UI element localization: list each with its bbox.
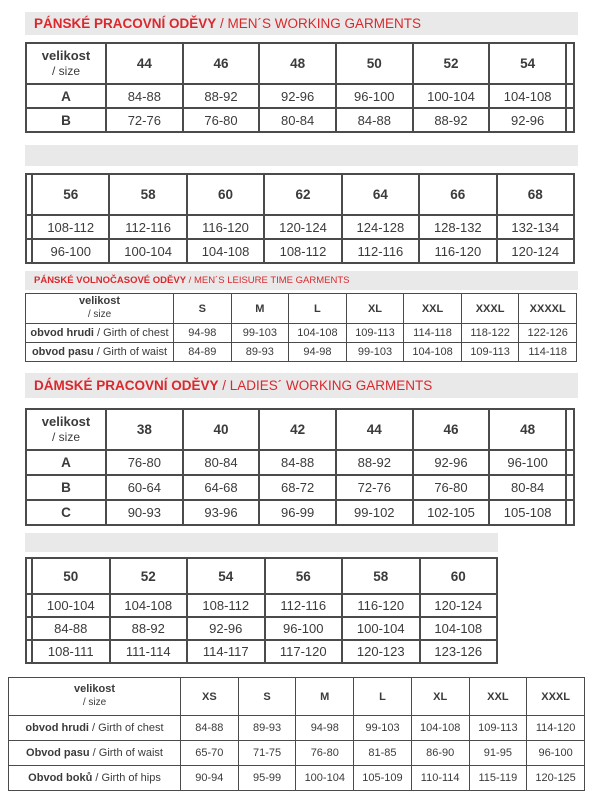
value-cell: 96-100 [527,741,585,766]
size-column-header: XS [181,678,239,716]
size-table [25,557,498,664]
value-cell: 68-72 [259,475,336,500]
value-cell: 76-80 [413,475,490,500]
size-column-header: 56 [265,558,343,594]
table-row [26,617,497,640]
size-table [25,408,575,526]
size-column-header: L [354,678,412,716]
size-column-header: XXXL [461,294,519,324]
size-header-row [9,678,585,716]
size-column-header: XL [346,294,404,324]
row-label: C [26,500,106,525]
size-column-header: XXL [469,678,527,716]
table-row [26,84,574,108]
value-cell: 104-108 [110,594,188,617]
row-label [26,324,174,343]
heading-mens-leisure [25,271,578,290]
size-column-header: 48 [489,409,566,450]
value-cell: 104-108 [289,324,347,343]
value-cell: 99-103 [346,343,404,362]
value-cell: 99-102 [336,500,413,525]
row-label [9,741,181,766]
value-cell: 104-108 [404,343,462,362]
corner-label-czech: velikost [79,295,120,308]
value-cell: 92-96 [187,617,265,640]
size-column-header: 46 [183,43,260,84]
clipped-column-sliver [566,475,574,500]
row-label: B [26,108,106,132]
row-label-czech: Obvod pasu [26,747,93,759]
table-row [26,500,574,525]
corner-label-czech: velikost [41,413,91,429]
value-cell: 108-112 [32,215,109,239]
value-cell: 111-114 [110,640,188,663]
value-cell: 112-116 [265,594,343,617]
value-cell: 92-96 [489,108,566,132]
value-cell: 84-88 [336,108,413,132]
value-cell: 114-118 [519,343,577,362]
value-cell: 100-104 [342,617,420,640]
size-column-header: L [289,294,347,324]
value-cell: 108-111 [32,640,110,663]
value-cell: 100-104 [32,594,110,617]
value-cell: 120-123 [342,640,420,663]
value-cell: 88-92 [336,450,413,475]
size-corner-header [9,678,181,716]
row-label-czech: obvod hrudi [30,327,98,339]
size-column-header: M [231,294,289,324]
size-column-header: 42 [259,409,336,450]
table-row [26,324,577,343]
row-label-english: / Girth of chest [92,722,164,734]
row-label-english: / Girth of waist [96,346,168,358]
size-column-header: 52 [413,43,490,84]
size-column-header: 66 [419,174,496,215]
size-corner-header [26,43,106,84]
size-header-row [26,174,574,215]
value-cell: 96-100 [336,84,413,108]
size-column-header: 64 [342,174,419,215]
row-label-english: / Girth of chest [97,327,169,339]
size-column-header: XXXXL [519,294,577,324]
size-column-header: 62 [264,174,341,215]
table-row [9,741,585,766]
value-cell: 109-113 [469,716,527,741]
value-cell: 94-98 [296,716,354,741]
size-column-header: 58 [342,558,420,594]
table-row [9,766,585,791]
value-cell: 94-98 [174,324,232,343]
table-mens-working-sizes-44-54 [25,42,575,133]
value-cell: 72-76 [106,108,183,132]
row-label-czech: Obvod boků [28,772,96,784]
value-cell: 90-94 [181,766,239,791]
size-column-header: 54 [187,558,265,594]
row-label-czech: obvod pasu [31,346,97,358]
heading-mens-working-english: / MEN´S WORKING GARMENTS [216,16,422,31]
value-cell: 110-114 [411,766,469,791]
value-cell: 115-119 [469,766,527,791]
value-cell: 120-124 [497,239,574,263]
value-cell: 132-134 [497,215,574,239]
value-cell: 117-120 [265,640,343,663]
value-cell: 88-92 [413,108,490,132]
table-row [26,343,577,362]
size-column-header: XXL [404,294,462,324]
value-cell: 108-112 [264,239,341,263]
table-ladies-working-sizes-50-60 [25,557,498,664]
size-column-header: 48 [259,43,336,84]
table-ladies-working-sizes-38-48 [25,408,575,526]
value-cell: 92-96 [259,84,336,108]
table-row [26,475,574,500]
value-cell: 80-84 [489,475,566,500]
table-mens-working-sizes-56-68 [25,173,575,264]
table-row [26,215,574,239]
value-cell: 112-116 [342,239,419,263]
size-column-header: XXXL [527,678,585,716]
value-cell: 93-96 [183,500,260,525]
table-row [26,640,497,663]
value-cell: 120-125 [527,766,585,791]
value-cell: 96-100 [32,239,109,263]
value-cell: 80-84 [259,108,336,132]
value-cell: 86-90 [411,741,469,766]
size-header-row [26,294,577,324]
value-cell: 128-132 [419,215,496,239]
value-cell: 108-112 [187,594,265,617]
value-cell: 81-85 [354,741,412,766]
clipped-column-sliver [566,500,574,525]
table-mens-leisure-sizes [25,293,577,362]
value-cell: 122-126 [519,324,577,343]
table-row [26,239,574,263]
value-cell: 109-113 [346,324,404,343]
size-table [25,42,575,133]
corner-label-english: / size [51,430,80,445]
table-ladies-measurements-xs-xxxl [8,677,585,791]
value-cell: 76-80 [296,741,354,766]
size-column-header: 50 [336,43,413,84]
row-label-english: / Girth of waist [92,747,163,759]
value-cell: 84-88 [181,716,239,741]
value-cell: 114-117 [187,640,265,663]
size-table [8,677,585,791]
value-cell: 109-113 [461,343,519,362]
size-header-row [26,43,574,84]
value-cell: 76-80 [106,450,183,475]
value-cell: 72-76 [336,475,413,500]
value-cell: 89-93 [238,716,296,741]
value-cell: 120-124 [420,594,498,617]
value-cell: 94-98 [289,343,347,362]
value-cell: 84-88 [106,84,183,108]
corner-label-czech: velikost [41,47,91,63]
row-label: B [26,475,106,500]
value-cell: 118-122 [461,324,519,343]
heading-mens-working [25,12,578,35]
size-column-header: 44 [336,409,413,450]
table-row [26,450,574,475]
value-cell: 124-128 [342,215,419,239]
value-cell: 120-124 [264,215,341,239]
value-cell: 104-108 [420,617,498,640]
table-row [9,716,585,741]
clipped-column-sliver [566,84,574,108]
size-column-header: 44 [106,43,183,84]
size-column-header: 60 [420,558,498,594]
value-cell: 104-108 [187,239,264,263]
value-cell: 84-89 [174,343,232,362]
heading-ladies-working-english: / LADIES´ WORKING GARMENTS [218,378,433,393]
size-column-header: 58 [109,174,186,215]
corner-label-czech: velikost [74,683,115,696]
value-cell: 105-108 [489,500,566,525]
separator-bar [25,533,498,552]
size-table [25,173,575,264]
value-cell: 96-100 [265,617,343,640]
value-cell: 102-105 [413,500,490,525]
value-cell: 88-92 [110,617,188,640]
value-cell: 80-84 [183,450,260,475]
size-column-header: 60 [187,174,264,215]
heading-mens-working-czech: PÁNSKÉ PRACOVNÍ ODĚVY [34,16,217,31]
value-cell: 89-93 [231,343,289,362]
size-column-header: S [238,678,296,716]
value-cell: 96-99 [259,500,336,525]
row-label [26,343,174,362]
size-header-row [26,558,497,594]
value-cell: 88-92 [183,84,260,108]
row-label: A [26,450,106,475]
clipped-column-sliver [566,409,574,450]
value-cell: 65-70 [181,741,239,766]
value-cell: 99-103 [231,324,289,343]
value-cell: 123-126 [420,640,498,663]
size-column-header: 52 [110,558,188,594]
value-cell: 90-93 [106,500,183,525]
size-column-header: 54 [489,43,566,84]
heading-mens-leisure-czech: PÁNSKÉ VOLNOČASOVÉ ODĚVY [34,275,187,286]
value-cell: 116-120 [419,239,496,263]
size-table [25,293,577,362]
size-column-header: 46 [413,409,490,450]
value-cell: 84-88 [32,617,110,640]
value-cell: 99-103 [354,716,412,741]
table-row [26,594,497,617]
size-column-header: 40 [183,409,260,450]
size-column-header: XL [411,678,469,716]
corner-label-english: / size [82,697,107,709]
corner-label-english: / size [87,309,112,321]
size-column-header: S [174,294,232,324]
clipped-column-sliver [566,43,574,84]
value-cell: 92-96 [413,450,490,475]
value-cell: 100-104 [109,239,186,263]
table-row [26,108,574,132]
clipped-column-sliver [566,450,574,475]
size-column-header: 56 [32,174,109,215]
size-header-row [26,409,574,450]
size-column-header: 38 [106,409,183,450]
value-cell: 96-100 [489,450,566,475]
row-label-czech: obvod hrudi [25,722,93,734]
value-cell: 116-120 [187,215,264,239]
value-cell: 60-64 [106,475,183,500]
value-cell: 112-116 [109,215,186,239]
value-cell: 114-118 [404,324,462,343]
heading-ladies-working [25,373,578,398]
value-cell: 100-104 [296,766,354,791]
value-cell: 116-120 [342,594,420,617]
row-label [9,766,181,791]
heading-ladies-working-czech: DÁMSKÉ PRACOVNÍ ODĚVY [34,378,219,393]
value-cell: 100-104 [413,84,490,108]
row-label: A [26,84,106,108]
value-cell: 104-108 [411,716,469,741]
separator-bar [25,145,578,166]
value-cell: 76-80 [183,108,260,132]
value-cell: 95-99 [238,766,296,791]
value-cell: 91-95 [469,741,527,766]
row-label [9,716,181,741]
size-corner-header [26,409,106,450]
size-column-header: 50 [32,558,110,594]
clipped-column-sliver [566,108,574,132]
value-cell: 64-68 [183,475,260,500]
value-cell: 71-75 [238,741,296,766]
value-cell: 114-120 [527,716,585,741]
value-cell: 84-88 [259,450,336,475]
value-cell: 104-108 [489,84,566,108]
size-column-header: 68 [497,174,574,215]
size-corner-header [26,294,174,324]
size-column-header: M [296,678,354,716]
value-cell: 105-109 [354,766,412,791]
heading-mens-leisure-english: / MEN´S LEISURE TIME GARMENTS [186,275,350,286]
corner-label-english: / size [51,64,80,79]
row-label-english: / Girth of hips [95,772,161,784]
